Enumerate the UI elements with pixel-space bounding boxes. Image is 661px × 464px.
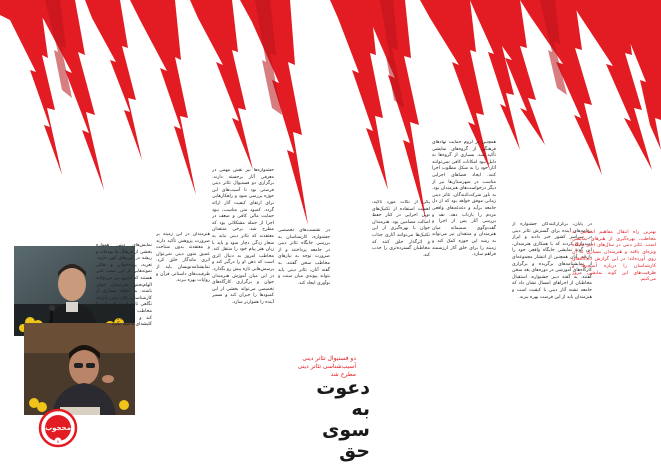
intro-text: بهترین راه انتقال مفاهیم اسلامی به مخاطب، بهره‌گیری از هنرهای نمایشی است. تئاتر دینی در سال‌های اخیر جایگاه ویژه‌ای یافته و هنرمندان بسیاری به آن روی آورده‌اند؛ در این گزارش دیدگاه‌های کارشناسان را درباره آسیب‌ها و ظرفیت‌های این گونه نمایشی مرور می‌کنیم.: [572, 229, 656, 283]
column-5-text: یکی از نکات مورد تأکید، اهمیت استفاده از تکنیک‌های نوین اجرایی در کنار حفظ اصالت مضامین بود. هنرمندان جوان با بهره‌گیری از این تکنیک‌ها می‌توانند آثاری جذاب و اثرگذار خلق کنند که مخاطبان گسترده‌تری را جذب کند.: [372, 200, 430, 258]
column-3-text: جشنواره‌ها نیز نقش مهمی در معرفی آثار برجسته دارند. برگزاری دو فستیوال تئاتر دینی فرصتی بود تا آسیب‌های این حوزه بررسی شود و راهکارهایی برای ارتقای کیفیت آثار ارائه گردد. کمبود متن مناسب، نبود حمایت مالی کافی و ضعف در اجرا از جمله مشکلاتی بود که مطرح شد. برخی منتقدان معتقدند که تئاتر دینی نباید به شعار زدگی دچار شود و باید با زبان هنر پیام خود را منتقل کند. مخاطب امروز به دنبال اثری است که ذهن او را درگیر کند و پرسش‌هایی تازه پیش رو بگذارد. در این میان آموزش هنرمندان جوان و برگزاری کارگاه‌های تخصصی می‌تواند بخشی از این کمبودها را جبران کند و مسیر آینده را هموارتر سازد.: [212, 168, 274, 305]
headline-line-1: دعوت: [316, 377, 370, 399]
column-7-text: در پایان، برگزارکنندگان جشنواره از برنامه‌های آینده برای گسترش تئاتر دینی در سراسر کشور خبر دادند و ابراز امیدواری کردند که با همکاری هنرمندان، این گونه نمایشی جایگاه واقعی خود را بازیابد. آنان همچنین از انتشار مجموعه‌ای از نمایشنامه‌های برگزیده و برگزاری کارگاه‌های آموزشی در دوره‌های بعد سخن گفتند. به گفته دبیر جشنواره، استقبال مخاطبان از اجراهای امسال نشان داد که جامعه تشنه آثار دینی با کیفیت است و هنرمندان باید از این فرصت بهره ببرند.: [512, 222, 592, 300]
article-intro: [572, 225, 656, 317]
page-number: ۸: [56, 440, 60, 445]
text-column-1: [96, 243, 152, 415]
bolt-3: [85, 0, 142, 160]
magazine-logo: [38, 408, 78, 448]
text-column-5: [372, 200, 430, 422]
column-1-text: نمایش‌های دینی همواره بخشی از فرهنگ ما بوده‌اند و ریشه در آیین‌های کهن دارند. تعزیه، پرده‌خوانی و نقالی نمونه‌هایی از این سنت غنی هستند که امروز نیز می‌توانند الهام‌بخش هنرمندان جوان باشند. به اعتقاد بسیاری از کارشناسان، تئاتر دینی نیازمند نگاهی تازه است تا بتواند با مخاطب امروز ارتباط برقرار کند و از تکرار قالب‌های کلیشه‌ای فاصله بگیرد.: [96, 243, 152, 328]
column-2-text: هنرمندان در این زمینه بر ضرورت پژوهش تأکید دارند و معتقدند بدون شناخت عمیق متون دینی نمی‌توان اثری ماندگار خلق کرد. نمایشنامه‌نویسان باید از ظرفیت‌های داستانی قرآن و روایات بهره ببرند.: [156, 232, 210, 284]
column-4-text: در نشست‌های تخصصی جشنواره، کارشناسان به بررسی جایگاه تئاتر دینی در جامعه پرداختند و از ضرورت توجه به نیازهای مخاطب سخن گفتند. به گفته آنان، تئاتر دینی باید بتواند پیوندی میان سنت و نوآوری ایجاد کند.: [278, 228, 330, 286]
logo-badge-icon: [38, 408, 78, 448]
kicker-line-3: مطرح شد: [330, 371, 356, 378]
bolt-5: [190, 0, 253, 170]
kicker-line-2: آسیب‌شناسی تئاتر دینی: [297, 363, 356, 370]
headline-line-3: حق: [339, 440, 370, 462]
bolt-4: [130, 0, 196, 195]
column-6-text: همچنین بر لزوم حمایت نهادهای فرهنگی از گروه‌های نمایشی تأکید شد. بسیاری از گروه‌ها به دلیل نبود امکانات کافی نمی‌توانند آثار خود را به شکل مطلوب اجرا کنند. ایجاد فضاهای اجرایی مناسب در شهرستان‌ها نیز از دیگر درخواست‌های هنرمندان بود. به باور شرکت‌کنندگان، تئاتر دینی زمانی موفق خواهد بود که از دل جامعه برآید و دغدغه‌های واقعی مردم را بازتاب دهد. نقد و بررسی آثار پس از اجرا و گفت‌وگوی صمیمانه میان هنرمندان و منتقدان نیز می‌تواند به رشد این حوزه کمک کند و زمینه را برای خلق آثار ارزشمند فراهم سازد.: [432, 140, 496, 258]
text-column-4: [278, 228, 330, 356]
text-column-2: [156, 232, 210, 407]
kicker-line-1: دو فستیوال تئاتر دینی: [302, 355, 356, 362]
logo-text: محجوب: [45, 424, 71, 432]
text-column-6: [432, 140, 496, 430]
article-kicker: [258, 355, 356, 379]
headline-line-2: به سوی: [321, 398, 370, 441]
article-headline: [318, 378, 370, 462]
text-column-3: [212, 168, 274, 446]
